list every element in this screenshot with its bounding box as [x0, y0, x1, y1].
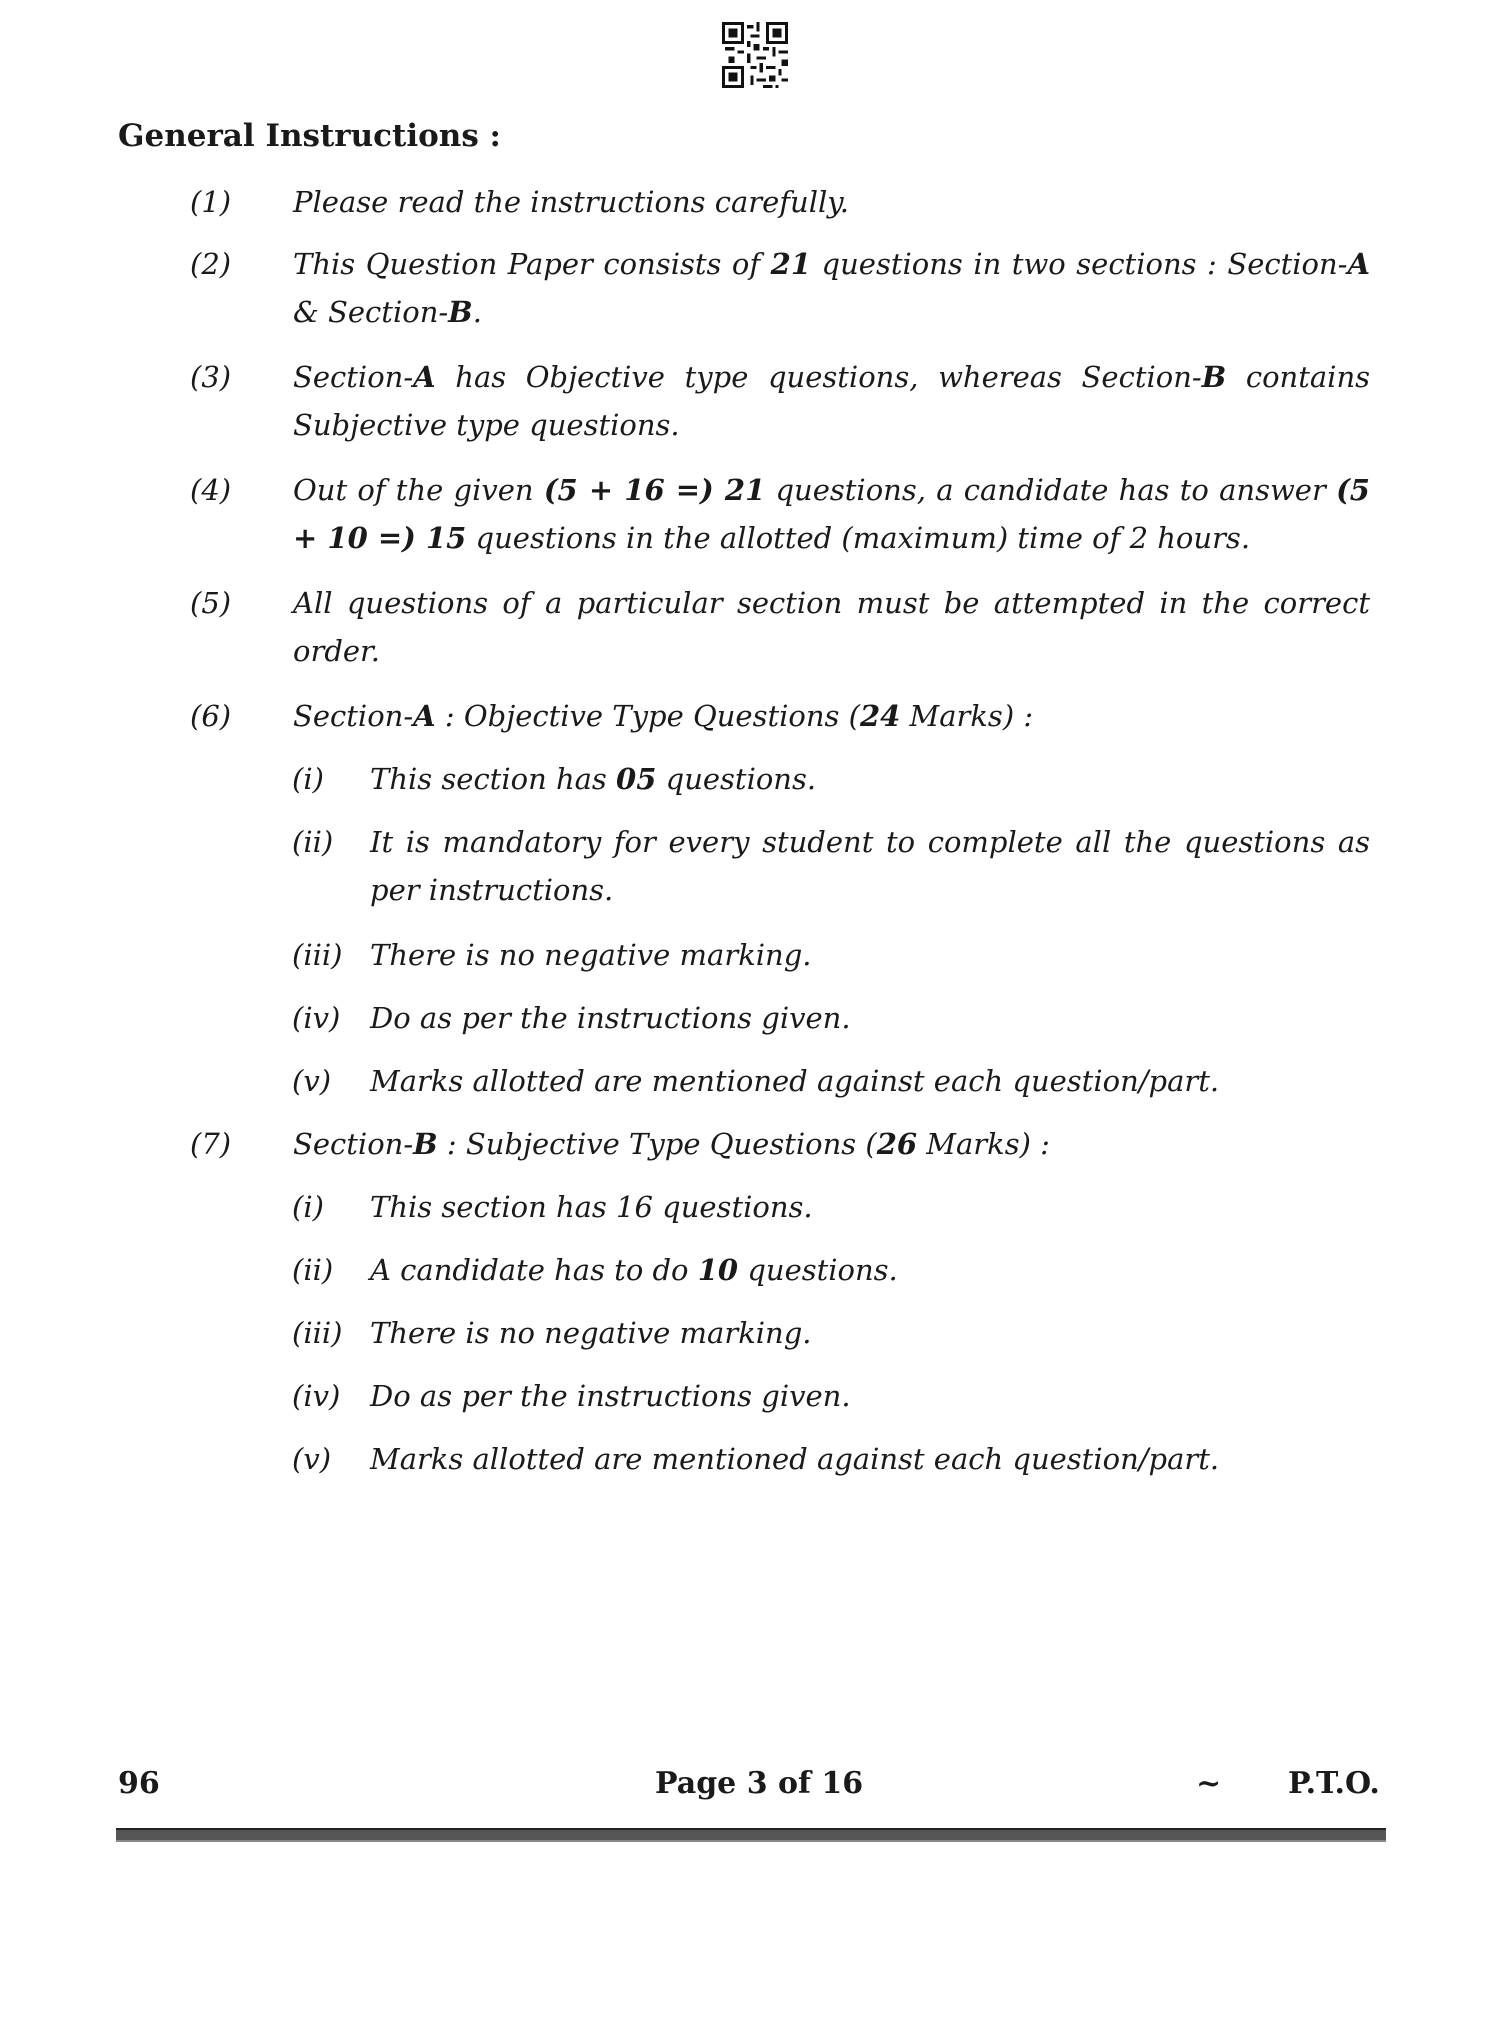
subitem-text	[370, 755, 1370, 803]
item-text	[293, 579, 1370, 675]
subitem-number: (v)	[292, 1442, 332, 1476]
bold-text: A	[413, 360, 436, 394]
text-run: Section-	[293, 1127, 414, 1161]
text-run: questions in the allotted (maximum) time of 2 hours.	[466, 521, 1251, 555]
text-run: questions in two sections : Section-	[811, 247, 1348, 281]
text-run: questions.	[738, 1253, 898, 1287]
text-run: : Objective Type Questions (	[435, 699, 860, 733]
footer-tilde: ~	[1196, 1766, 1222, 1801]
item-number: (2)	[190, 247, 232, 281]
text-run: This section has	[370, 762, 617, 796]
item-number: (6)	[190, 699, 232, 733]
page-number: Page 3 of 16	[655, 1766, 864, 1801]
bold-text: B	[1201, 360, 1227, 394]
bold-text: 10	[697, 1253, 739, 1287]
text-run: questions.	[656, 762, 817, 796]
subitem-number: (v)	[292, 1064, 332, 1098]
text-run: : Subjective Type Questions (	[437, 1127, 877, 1161]
text-run: All questions of a particular section must be attempted in the correct order.	[293, 586, 1370, 668]
text-run: Do as per the instructions given.	[370, 1379, 851, 1413]
subitem-text	[370, 818, 1370, 914]
item-text	[293, 178, 1370, 226]
text-run: contains Subjective type questions.	[293, 360, 1371, 442]
subitem-number: (i)	[292, 1190, 324, 1224]
bold-text: (5 + 16 =) 21	[543, 473, 766, 507]
bold-text: (5 + 10 =) 15	[293, 473, 1370, 555]
item-number: (3)	[190, 360, 232, 394]
subitem-text	[370, 1057, 1370, 1105]
subitem-number: (iv)	[292, 1001, 341, 1035]
text-run: Section-	[293, 360, 414, 394]
subitem-text	[370, 1372, 1370, 1420]
subitem-number: (iii)	[292, 938, 343, 972]
text-run: Do as per the instructions given.	[370, 1001, 851, 1035]
item-number: (1)	[190, 185, 232, 219]
item-number: (4)	[190, 473, 232, 507]
text-run: has Objective type questions, whereas Section-	[435, 360, 1202, 394]
subitem-text	[370, 931, 1370, 979]
text-run: .	[472, 295, 482, 329]
item-text	[293, 1120, 1370, 1168]
item-number: (5)	[190, 586, 232, 620]
subitem-number: (i)	[292, 762, 324, 796]
text-run: Out of the given	[293, 473, 544, 507]
paper-code: 96	[118, 1766, 160, 1801]
bold-text: A	[413, 699, 436, 733]
item-text	[293, 466, 1370, 562]
subitem-text	[370, 1309, 1370, 1357]
subitem-number: (ii)	[292, 1253, 334, 1287]
text-run: This section has 16 questions.	[370, 1190, 813, 1224]
footer-rule	[116, 1828, 1386, 1842]
subitem-number: (iv)	[292, 1379, 341, 1413]
bold-text: 05	[616, 762, 657, 796]
text-run: Please read the instructions carefully.	[293, 185, 850, 219]
bold-text: 24	[859, 699, 901, 733]
bold-text: B	[413, 1127, 438, 1161]
text-run: It is mandatory for every student to complete all the questions as per instructions.	[370, 825, 1370, 907]
page-heading: General Instructions :	[118, 118, 502, 154]
item-text	[293, 353, 1370, 449]
subitem-number: (iii)	[292, 1316, 343, 1350]
item-text	[293, 240, 1370, 336]
text-run: Marks) :	[917, 1127, 1050, 1161]
text-run: There is no negative marking.	[370, 938, 812, 972]
bold-text: 21	[770, 247, 812, 281]
text-run: Marks) :	[900, 699, 1034, 733]
subitem-number: (ii)	[292, 825, 334, 859]
text-run: A candidate has to do	[370, 1253, 698, 1287]
text-run: Marks allotted are mentioned against each question/part.	[370, 1442, 1220, 1476]
bold-text: 26	[876, 1127, 918, 1161]
item-number: (7)	[190, 1127, 232, 1161]
subitem-text	[370, 1435, 1370, 1483]
item-text	[293, 692, 1370, 740]
subitem-text	[370, 1183, 1370, 1231]
bold-text: B	[448, 295, 473, 329]
text-run: questions, a candidate has to answer	[765, 473, 1337, 507]
subitem-text	[370, 994, 1370, 1042]
pto-label: P.T.O.	[1288, 1766, 1380, 1801]
text-run: There is no negative marking.	[370, 1316, 812, 1350]
text-run: & Section-	[293, 295, 449, 329]
text-run: Section-	[293, 699, 414, 733]
bold-text: A	[1347, 247, 1370, 281]
subitem-text	[370, 1246, 1370, 1294]
text-run: This Question Paper consists of	[293, 247, 771, 281]
qr-code-icon	[722, 22, 788, 88]
text-run: Marks allotted are mentioned against each question/part.	[370, 1064, 1220, 1098]
